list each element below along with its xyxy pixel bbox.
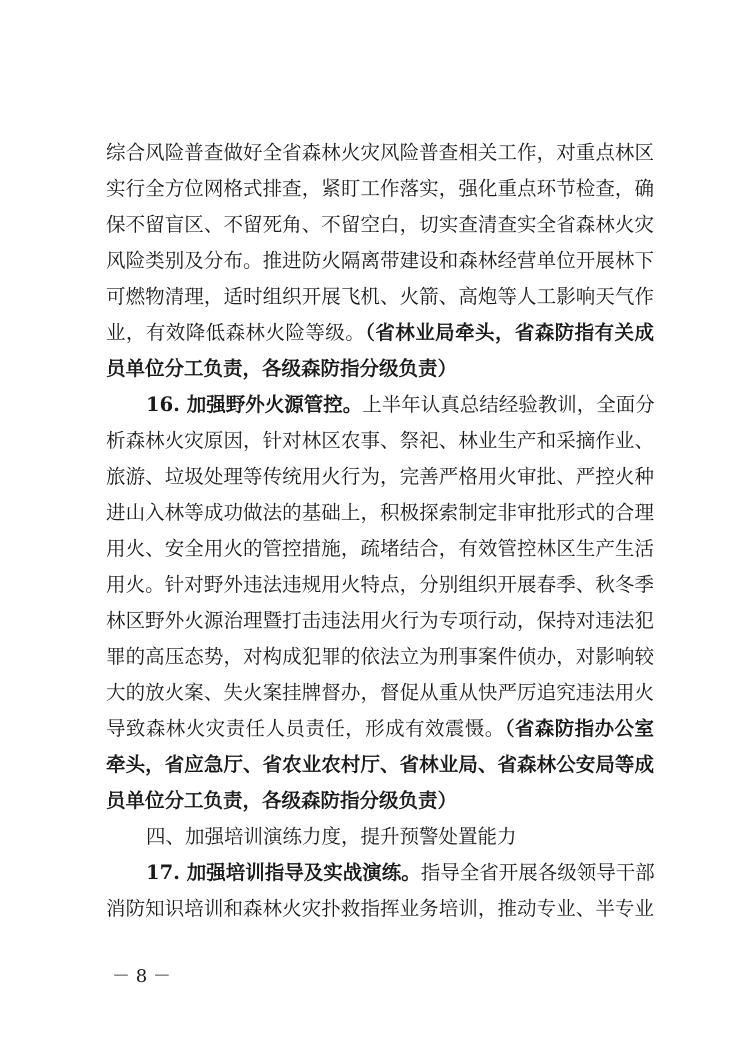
section-heading bbox=[146, 819, 654, 855]
paragraph-line bbox=[106, 135, 654, 171]
responsibility-note: 员单位分工负责，各级森防指分级负责） bbox=[106, 357, 458, 380]
paragraph-line bbox=[106, 783, 654, 819]
paragraph-line bbox=[106, 603, 654, 639]
paragraph-line bbox=[106, 639, 654, 675]
paragraph-line bbox=[106, 243, 654, 279]
paragraph-line bbox=[106, 531, 654, 567]
body-text: 罪的高压态势，对构成犯罪的依法立为刑事案件侦办，对影响较 bbox=[106, 645, 654, 668]
paragraph-line bbox=[106, 423, 654, 459]
paragraph-line bbox=[106, 171, 654, 207]
responsibility-note: （省森防指办公室 bbox=[504, 717, 654, 740]
paragraph-line bbox=[106, 567, 654, 603]
body-text: 保不留盲区、不留死角、不留空白，切实查清查实全省森林火灾 bbox=[106, 213, 654, 236]
body-text: 可燃物清理，适时组织开展飞机、火箭、高炮等人工影响天气作 bbox=[106, 285, 654, 308]
body-text: 林区野外火源治理暨打击违法用火行为专项行动，保持对违法犯 bbox=[106, 609, 654, 632]
paragraph-line bbox=[106, 891, 654, 927]
body-text: 消防知识培训和森林火灾扑救指挥业务培训，推动专业、半专业 bbox=[106, 897, 654, 920]
paragraph-line bbox=[106, 351, 654, 387]
body-text: 综合风险普查做好全省森林火灾风险普查相关工作，对重点林区 bbox=[106, 141, 654, 164]
responsibility-note: 牵头，省应急厅、省农业农村厅、省林业局、省森林公安局等成 bbox=[106, 753, 654, 776]
paragraph-line bbox=[106, 459, 654, 495]
paragraph-line bbox=[106, 279, 654, 315]
body-text: 业，有效降低森林火险等级。 bbox=[106, 321, 366, 344]
responsibility-note: （省林业局牵头，省森防指有关成 bbox=[365, 321, 654, 344]
body-text: 用火。针对野外违法违规用火特点，分别组织开展春季、秋冬季 bbox=[106, 573, 654, 596]
paragraph-line bbox=[106, 711, 654, 747]
paragraph-line bbox=[106, 207, 654, 243]
section-heading-text: 四、加强培训演练力度，提升预警处置能力 bbox=[146, 825, 517, 848]
item-16-title: 16. 加强野外火源管控。 bbox=[146, 393, 363, 416]
paragraph-line bbox=[106, 675, 654, 711]
body-text: 进山入林等成功做法的基础上，积极探索制定非审批形式的合理 bbox=[106, 501, 654, 524]
body-text: 上半年认真总结经验教训，全面分 bbox=[362, 393, 655, 416]
body-text: 析森林火灾原因，针对林区农事、祭祀、林业生产和采摘作业、 bbox=[106, 429, 654, 452]
page-number: － 8 － bbox=[112, 966, 171, 987]
body-text: 导致森林火灾责任人员责任，形成有效震慑。 bbox=[106, 717, 505, 740]
body-text: 指导全省开展各级领导干部 bbox=[420, 861, 655, 884]
body-text: 大的放火案、失火案挂牌督办，督促从重从快严厉追究违法用火 bbox=[106, 681, 654, 704]
item-17-title: 17. 加强培训指导及实战演练。 bbox=[146, 861, 421, 884]
responsibility-note: 员单位分工负责，各级森防指分级负责） bbox=[106, 789, 458, 812]
body-text: 旅游、垃圾处理等传统用火行为，完善严格用火审批、严控火种 bbox=[106, 465, 654, 488]
item-17-heading-line bbox=[146, 855, 654, 891]
body-text: 用火、安全用火的管控措施，疏堵结合，有效管控林区生产生活 bbox=[106, 537, 654, 560]
paragraph-line bbox=[106, 495, 654, 531]
body-text: 风险类别及分布。推进防火隔离带建设和森林经营单位开展林下 bbox=[106, 249, 654, 272]
body-text: 实行全方位网格式排查，紧盯工作落实，强化重点环节检查，确 bbox=[106, 177, 654, 200]
paragraph-line bbox=[106, 747, 654, 783]
paragraph-line bbox=[106, 315, 654, 351]
item-16-heading-line bbox=[146, 387, 654, 423]
